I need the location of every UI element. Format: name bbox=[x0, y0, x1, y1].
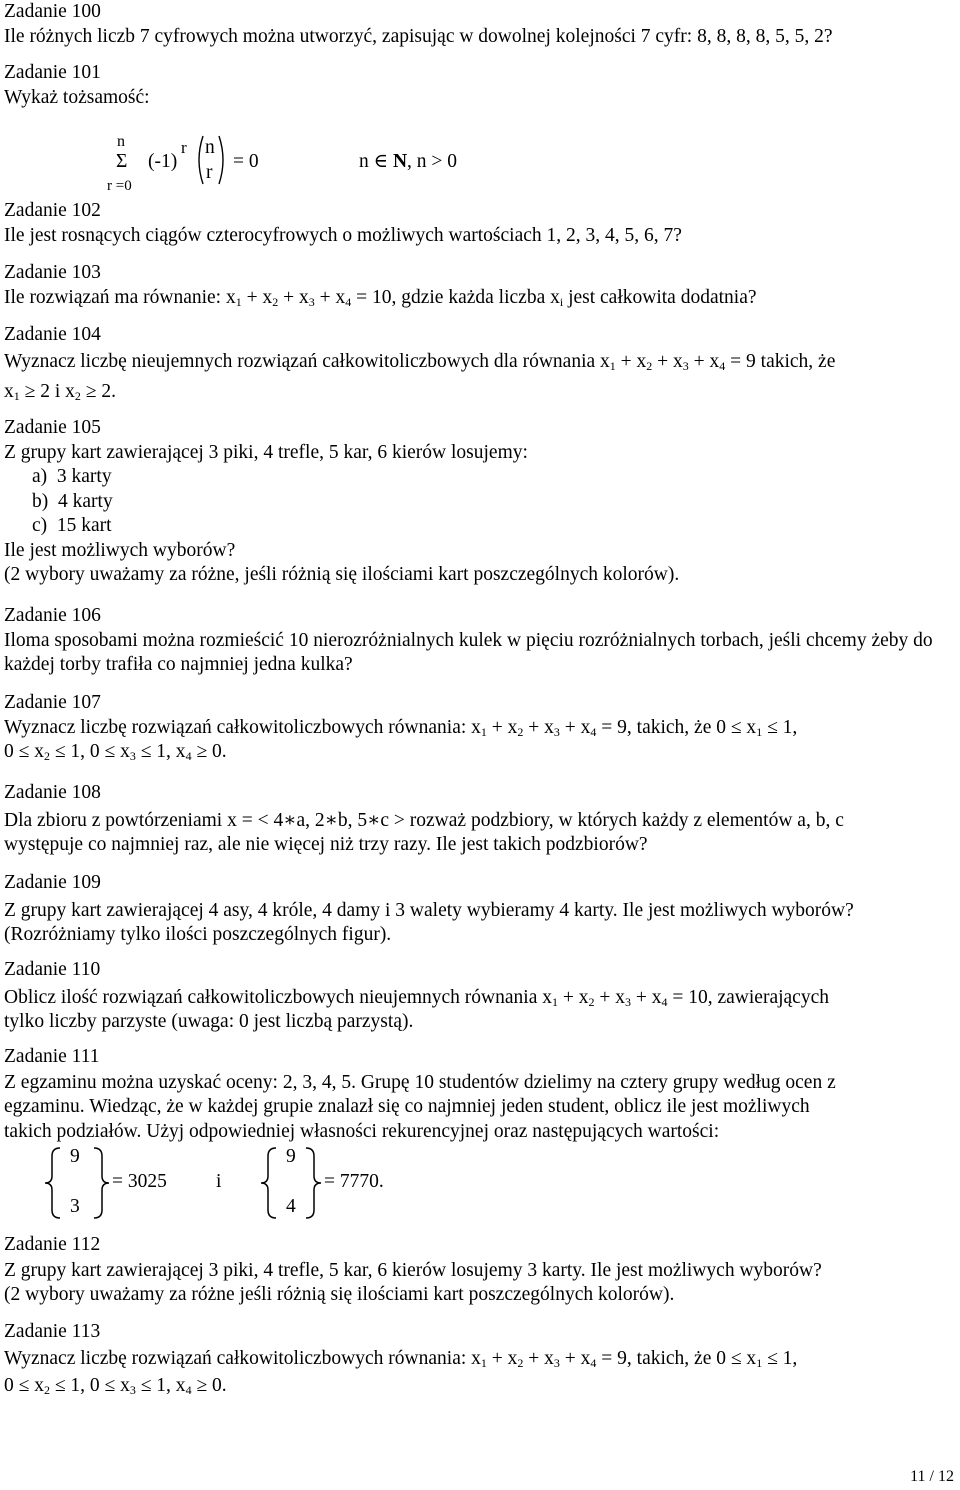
problem-title: Zadanie 105 bbox=[4, 417, 101, 438]
text-part: = 10, gdzie każda liczba x bbox=[351, 286, 560, 308]
value1-result: = 3025 bbox=[112, 1171, 167, 1192]
subscript: 4 bbox=[185, 1383, 192, 1397]
subscript: 3 bbox=[682, 358, 689, 373]
text-part: Oblicz ilość rozwiązań całkowitoliczbowych nieujemnych równania x bbox=[4, 986, 552, 1008]
subscript: i bbox=[559, 294, 564, 309]
text-part: Ile rozwiązań ma równanie: x bbox=[4, 286, 236, 308]
problem-text-line2: egzaminu. Wiedząc, że w każdej grupie znalazł się co najmniej jeden student, oblicz ile jest możliwych bbox=[4, 1096, 810, 1117]
subscript: 2 bbox=[517, 724, 524, 739]
problem-111 bbox=[4, 1045, 954, 1144]
problem-title: Zadanie 102 bbox=[4, 200, 101, 221]
stirling-values-formula bbox=[4, 1142, 504, 1222]
connector-i: i bbox=[216, 1171, 222, 1192]
list-item-text: 4 karty bbox=[58, 490, 113, 512]
problem-text: Wykaż tożsamość: bbox=[4, 86, 150, 108]
right-brace-1 bbox=[90, 1146, 112, 1220]
problem-text-line2: (2 wybory uważamy za różne jeśli różnią się ilościami kart poszczególnych kolorów). bbox=[4, 1284, 675, 1305]
subscript: 3 bbox=[624, 994, 631, 1009]
problem-text-line1: Dla zbioru z powtórzeniami x = < 4∗a, 2∗b, 5∗c > rozważ podzbiory, w których każdy z elementów a, b, c bbox=[4, 809, 844, 831]
sum-lower-limit: r =0 bbox=[107, 178, 132, 194]
problem-text-line3: takich podziałów. Użyj odpowiedniej własności rekurencyjnej oraz następujących wartości: bbox=[4, 1120, 720, 1142]
text-part: + x bbox=[486, 1347, 518, 1369]
subscript: 2 bbox=[517, 1355, 524, 1370]
text-part: + x bbox=[630, 986, 662, 1008]
text-part: jest całkowita dodatnia? bbox=[563, 286, 757, 308]
problem-104 bbox=[4, 323, 954, 405]
problem-title: Zadanie 108 bbox=[4, 782, 101, 803]
text-part: ≥ 0. bbox=[191, 741, 227, 762]
problem-title: Zadanie 111 bbox=[4, 1046, 100, 1067]
list-marker: c) bbox=[32, 515, 48, 536]
naturals-symbol: N bbox=[392, 151, 408, 172]
problem-103 bbox=[4, 261, 954, 310]
text-part: + x bbox=[615, 350, 647, 372]
text-part: Wyznacz liczbę rozwiązań całkowitoliczbowych równania: x bbox=[4, 716, 481, 738]
subscript: 1 bbox=[756, 1355, 763, 1370]
subscript: 2 bbox=[588, 994, 595, 1009]
problem-title: Zadanie 101 bbox=[4, 62, 101, 83]
subscript: 2 bbox=[43, 1383, 50, 1397]
list-item bbox=[4, 465, 954, 490]
subscript: 3 bbox=[553, 724, 560, 739]
problem-text-line2 bbox=[4, 1374, 954, 1399]
problem-110 bbox=[4, 958, 954, 1035]
subscript: 2 bbox=[43, 749, 50, 763]
text-part: + x bbox=[652, 350, 683, 372]
subscript: 3 bbox=[308, 294, 315, 309]
left-brace-1 bbox=[42, 1146, 64, 1220]
list-marker: a) bbox=[32, 466, 48, 487]
problem-text-line2: tylko liczby parzyste (uwaga: 0 jest liczbą parzystą). bbox=[4, 1011, 414, 1032]
problem-text-line1: Z egzaminu można uzyskać oceny: 2, 3, 4, 5. Grupę 10 studentów dzielimy na cztery grupy według ocen z bbox=[4, 1071, 836, 1093]
problem-107 bbox=[4, 691, 954, 765]
problem-question: Ile jest możliwych wyborów? bbox=[4, 539, 236, 561]
list-item-text: 3 karty bbox=[56, 466, 112, 487]
subscript: 4 bbox=[661, 994, 668, 1009]
problem-text-line2: (Rozróżniamy tylko ilości poszczególnych figur). bbox=[4, 924, 392, 945]
text-part: + x bbox=[594, 986, 625, 1008]
text-part: ≤ 1, bbox=[762, 1347, 798, 1369]
condition-n-in: n ∈ bbox=[359, 151, 393, 172]
problem-113 bbox=[4, 1320, 954, 1399]
condition bbox=[359, 150, 457, 175]
text-part: Wyznacz liczbę rozwiązań całkowitoliczbowych równania: x bbox=[4, 1347, 481, 1369]
text-part: = 9 takich, że bbox=[725, 350, 836, 372]
problem-108 bbox=[4, 781, 954, 858]
subscript: 3 bbox=[129, 1383, 136, 1397]
text-part: Wyznacz liczbę nieujemnych rozwiązań całkowitoliczbowych dla równania x bbox=[4, 350, 610, 372]
text-part: 0 ≤ x bbox=[4, 1375, 44, 1396]
problem-title: Zadanie 106 bbox=[4, 605, 101, 626]
sigma-symbol: Σ bbox=[116, 151, 128, 172]
subscript: 4 bbox=[590, 1355, 597, 1370]
subscript: 1 bbox=[756, 724, 763, 739]
problem-text bbox=[4, 286, 954, 311]
identity-formula bbox=[4, 130, 704, 200]
binomial-top: n bbox=[205, 137, 215, 158]
value2-bottom: 4 bbox=[286, 1196, 296, 1217]
text-part: ≤ 1, 0 ≤ x bbox=[49, 741, 130, 762]
text-part: ≤ 1, x bbox=[135, 741, 186, 762]
problem-text-line1: Z grupy kart zawierającej 3 piki, 4 trefle, 5 kar, 6 kierów losujemy 3 karty. Ile jest możliwych wyborów? bbox=[4, 1259, 822, 1281]
text-part: x bbox=[4, 381, 14, 402]
problem-text: Ile różnych liczb 7 cyfrowych można utworzyć, zapisując w dowolnej kolejności 7 cyfr: 8, 8, 8, 8, 5, 5, 2? bbox=[4, 25, 833, 47]
problem-title: Zadanie 104 bbox=[4, 324, 101, 345]
subscript: 2 bbox=[272, 294, 279, 309]
condition-n-positive: , n > 0 bbox=[407, 151, 458, 172]
problem-text-line1 bbox=[4, 350, 954, 375]
problem-text-line1 bbox=[4, 716, 954, 741]
problem-text-line1 bbox=[4, 986, 954, 1011]
text-part: + x bbox=[314, 286, 346, 308]
subscript: 1 bbox=[551, 994, 558, 1009]
problem-intro: Z grupy kart zawierającej 3 piki, 4 trefle, 5 kar, 6 kierów losujemy: bbox=[4, 441, 528, 463]
text-part: + x bbox=[241, 286, 273, 308]
subscript: 1 bbox=[235, 294, 242, 309]
problem-112 bbox=[4, 1233, 954, 1308]
list-item-text: 15 kart bbox=[56, 515, 112, 536]
problem-text-line2 bbox=[4, 740, 954, 765]
value2-result: = 7770. bbox=[324, 1171, 384, 1192]
problem-title: Zadanie 109 bbox=[4, 872, 101, 893]
list-item bbox=[4, 490, 954, 515]
subscript: 3 bbox=[129, 749, 136, 763]
subscript: 1 bbox=[480, 724, 487, 739]
problem-title: Zadanie 113 bbox=[4, 1321, 101, 1342]
problem-note: (2 wybory uważamy za różne, jeśli różnią się ilościami kart poszczególnych kolorów). bbox=[4, 564, 680, 585]
problem-text-line1 bbox=[4, 1347, 954, 1372]
text-part: ≤ 1, bbox=[762, 716, 798, 738]
problem-title: Zadanie 100 bbox=[4, 1, 101, 22]
left-brace-2 bbox=[258, 1146, 280, 1220]
text-part: + x bbox=[523, 716, 554, 738]
base-minus-one: (-1) bbox=[148, 151, 178, 172]
problem-text-line1: Z grupy kart zawierającej 4 asy, 4 króle, 4 damy i 3 walety wybieramy 4 karty. Ile jest możliwych wyborów? bbox=[4, 899, 854, 921]
subscript: 4 bbox=[590, 724, 597, 739]
problem-title: Zadanie 103 bbox=[4, 262, 101, 283]
problem-text: Ile jest rosnących ciągów czterocyfrowych o możliwych wartościach 1, 2, 3, 4, 5, 6, 7? bbox=[4, 224, 682, 246]
text-part: ≥ 2. bbox=[80, 381, 116, 402]
subscript: 4 bbox=[185, 749, 192, 763]
text-part: ≥ 2 i x bbox=[19, 381, 75, 402]
sum-upper-limit: n bbox=[117, 133, 125, 150]
subscript: 2 bbox=[646, 358, 653, 373]
text-part: = 10, zawierających bbox=[667, 986, 829, 1008]
problem-101 bbox=[4, 61, 954, 110]
text-part: = 9, takich, że 0 ≤ x bbox=[596, 716, 757, 738]
subscript: 2 bbox=[74, 389, 81, 403]
page-number: 11 / 12 bbox=[910, 1468, 954, 1485]
text-part: + x bbox=[559, 716, 591, 738]
problem-title: Zadanie 112 bbox=[4, 1234, 101, 1255]
problem-105 bbox=[4, 416, 954, 588]
list-marker: b) bbox=[32, 490, 49, 512]
text-part: = 9, takich, że 0 ≤ x bbox=[596, 1347, 757, 1369]
subscript: 3 bbox=[553, 1355, 560, 1370]
text-part: ≤ 1, 0 ≤ x bbox=[49, 1375, 130, 1396]
options-list bbox=[4, 465, 954, 539]
value1-top: 9 bbox=[70, 1146, 80, 1167]
text-part: + x bbox=[557, 986, 589, 1008]
problem-title: Zadanie 107 bbox=[4, 692, 101, 713]
text-part: + x bbox=[523, 1347, 554, 1369]
text-part: + x bbox=[278, 286, 309, 308]
problem-100 bbox=[4, 0, 954, 49]
text-part: + x bbox=[486, 716, 518, 738]
problem-text-line2: występuje co najmniej raz, ale nie więcej niż trzy razy. Ile jest takich podzbiorów? bbox=[4, 834, 648, 855]
list-item bbox=[4, 514, 954, 539]
problem-text: Iloma sposobami można rozmieścić 10 nierozróżnialnych kulek w pięciu rozróżnialnych torbach, jeśli chcemy żeby do każdej torby trafiła co najmniej jedna kulka? bbox=[4, 629, 933, 675]
text-part: ≥ 0. bbox=[191, 1375, 227, 1396]
value2-top: 9 bbox=[286, 1146, 296, 1167]
text-part: ≤ 1, x bbox=[135, 1375, 186, 1396]
right-brace-2 bbox=[302, 1146, 324, 1220]
text-part: + x bbox=[559, 1347, 591, 1369]
text-part: + x bbox=[688, 350, 720, 372]
subscript: 1 bbox=[609, 358, 616, 373]
exponent-r: r bbox=[181, 138, 187, 157]
problem-109 bbox=[4, 871, 954, 948]
subscript: 1 bbox=[480, 1355, 487, 1370]
problem-102 bbox=[4, 199, 954, 248]
subscript: 4 bbox=[345, 294, 352, 309]
subscript: 1 bbox=[13, 389, 20, 403]
subscript: 4 bbox=[719, 358, 726, 373]
value1-bottom: 3 bbox=[70, 1196, 80, 1217]
problem-text-line2 bbox=[4, 380, 954, 405]
problem-106 bbox=[4, 604, 954, 678]
problem-title: Zadanie 110 bbox=[4, 959, 101, 980]
equals-zero: = 0 bbox=[233, 151, 259, 172]
binomial-bottom: r bbox=[206, 162, 213, 183]
text-part: 0 ≤ x bbox=[4, 741, 44, 762]
